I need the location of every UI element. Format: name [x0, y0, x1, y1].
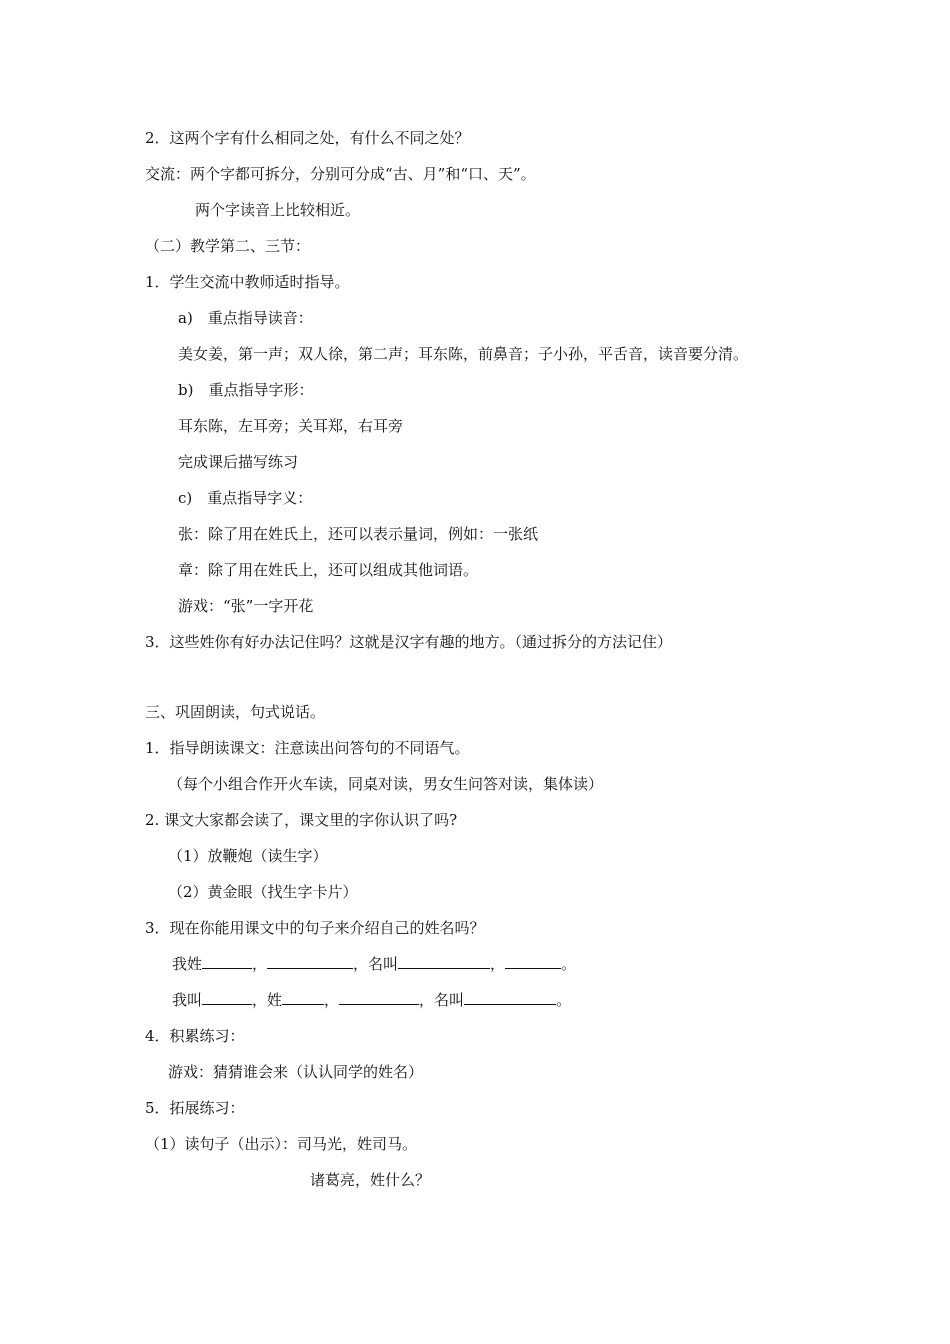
text-line: 耳东陈，左耳旁；关耳郑，右耳旁	[178, 417, 404, 435]
text-line: 美女姜，第一声；双人徐，第二声；耳东陈，前鼻音；子小孙，平舌音，读音要分清。	[178, 345, 749, 363]
blank-line	[282, 990, 324, 1005]
sub-heading: c) 重点指导字义：	[178, 489, 313, 507]
fill-text: ，名叫	[353, 955, 399, 973]
text-line: 完成课后描写练习	[178, 453, 299, 471]
text-line: （1）放鞭炮（读生字）	[168, 847, 328, 865]
text-line: （1）读句子（出示）：司马光，姓司马。	[145, 1135, 418, 1153]
fill-text: 。	[561, 955, 577, 973]
section-heading: （二）教学第二、三节：	[145, 237, 311, 255]
text-line: 诸葛亮，姓什么？	[310, 1171, 431, 1189]
fill-text: 我姓	[172, 955, 203, 973]
fill-text: 我叫	[172, 991, 203, 1009]
text-line: 2. 课文大家都会读了，课文里的字你认识了吗?	[145, 811, 458, 829]
fill-text: ，名叫	[419, 991, 465, 1009]
text-line: 4．积累练习：	[145, 1027, 245, 1045]
text-line: 2．这两个字有什么相同之处，有什么不同之处？	[145, 129, 470, 147]
blank-line	[202, 990, 252, 1005]
text-line: 1．指导朗读课文：注意读出问答句的不同语气。	[145, 739, 470, 757]
fill-text: ，姓	[252, 991, 283, 1009]
text-line: 3．这些姓你有好办法记住吗？这就是汉字有趣的地方。（通过拆分的方法记住）	[145, 633, 673, 651]
blank-line	[398, 954, 490, 969]
text-line: 游戏：“张”一字开花	[178, 597, 314, 615]
text-line: 两个字读音上比较相近。	[195, 201, 361, 219]
text-line: 交流：两个字都可拆分，分别可分成“古、月”和“口、天”。	[145, 165, 536, 183]
fill-text: ，	[324, 991, 340, 1009]
fill-in-sentence-2	[172, 990, 571, 1010]
fill-text: ，	[490, 955, 506, 973]
fill-in-sentence-1	[172, 954, 576, 974]
text-line: （2）黄金眼（找生字卡片）	[168, 883, 358, 901]
fill-text: ，	[252, 955, 268, 973]
fill-text: 。	[556, 991, 572, 1009]
text-line: 章：除了用在姓氏上，还可以组成其他词语。	[178, 561, 479, 579]
text-line: （每个小组合作开火车读，同桌对读，男女生问答对读，集体读）	[168, 775, 604, 793]
sub-heading: a) 重点指导读音：	[178, 309, 313, 327]
blank-line	[202, 954, 252, 969]
text-line: 1．学生交流中教师适时指导。	[145, 273, 350, 291]
text-line: 3．现在你能用课文中的句子来介绍自己的姓名吗？	[145, 919, 485, 937]
blank-line	[505, 954, 561, 969]
text-line: 5．拓展练习：	[145, 1099, 245, 1117]
blank-line	[464, 990, 556, 1005]
blank-line	[267, 954, 353, 969]
section-heading: 三、巩固朗读，句式说话。	[145, 703, 326, 721]
text-line: 张：除了用在姓氏上，还可以表示量词，例如：一张纸	[178, 525, 539, 543]
text-line: 游戏：猜猜谁会来（认认同学的姓名）	[168, 1063, 424, 1081]
blank-line	[339, 990, 419, 1005]
sub-heading: b) 重点指导字形：	[178, 381, 314, 399]
